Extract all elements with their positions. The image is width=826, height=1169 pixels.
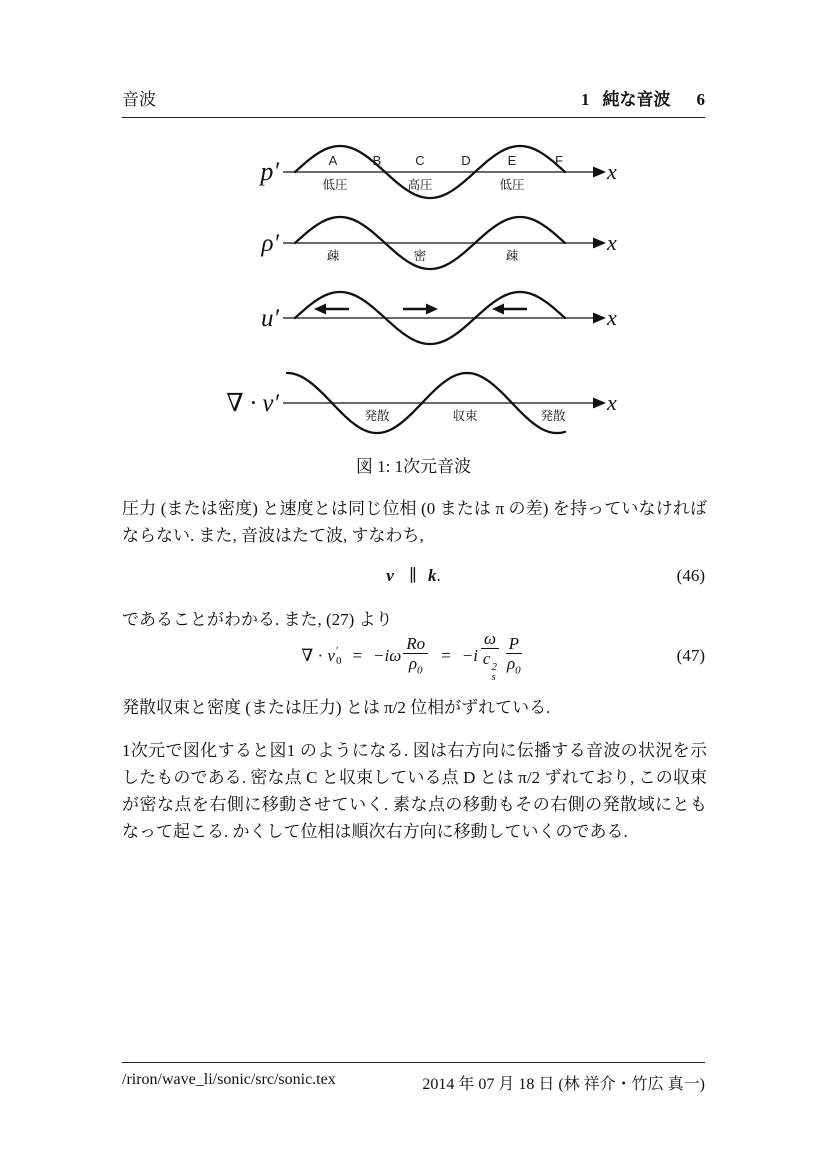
eq46-period: . xyxy=(436,566,441,585)
frac1-denominator xyxy=(406,654,426,677)
parallel-symbol: ∥ xyxy=(409,566,417,585)
region-label: 疎 xyxy=(505,249,519,263)
paragraph-propagation: 1次元で図化すると図1 のようになる. 図は右方向に伝播する音波の状況を示したものである. 密な点 C と収束している点 D とは π/2 ずれており, この収束が密な点を右側に移動させていく. 素な点の移動もその右側の発散域にともなって起こる. かくして位相は順次右方向に移動していくのである. xyxy=(122,741,707,841)
eq47-coef2: −i xyxy=(461,646,478,665)
footer-file-path: /riron/wave_li/sonic/src/sonic.tex xyxy=(122,1071,336,1088)
row-label-3: u′ xyxy=(261,305,279,332)
c-sub-s: s xyxy=(491,671,496,684)
region-label: 密 xyxy=(413,249,427,263)
x-axis-arrowhead-row2 xyxy=(593,238,606,249)
x-axis-arrowhead-row1 xyxy=(593,167,606,178)
paragraph-phase-condition: 圧力 (または密度) と速度とは同じ位相 (0 または π の差) を持っていなければならない. また, 音波はたて波, すなわち, xyxy=(122,499,707,545)
frac2-denominator xyxy=(480,649,500,682)
point-label-D: D xyxy=(461,153,471,168)
region-label: 高圧 xyxy=(407,178,433,192)
c: c xyxy=(482,649,491,669)
point-label-B: B xyxy=(372,153,382,168)
point-label-E: E xyxy=(507,153,517,168)
header-doc-title: 音波 xyxy=(122,90,156,109)
x-axis-label-row4: x xyxy=(607,390,617,415)
region-label: 発散 xyxy=(364,409,390,423)
frac2-numerator: ω xyxy=(481,630,499,650)
left-arrow-head xyxy=(314,304,326,315)
region-label: 疎 xyxy=(326,249,340,263)
rho-sub-0: 0 xyxy=(417,664,423,677)
header-section-title: 純な音波 xyxy=(602,90,671,109)
row-label-1: p′ xyxy=(260,157,279,186)
point-label-F: F xyxy=(555,153,563,168)
row-label-4: ∇ · v′ xyxy=(226,390,279,417)
rho: ρ xyxy=(408,654,418,674)
point-label-A: A xyxy=(328,153,338,168)
figure-1-wave-diagram xyxy=(195,132,635,444)
x-axis-label-row3: x xyxy=(607,305,617,330)
eq47-number: (47) xyxy=(676,646,705,665)
figure-caption: 図 1: 1次元音波 xyxy=(355,457,472,476)
paragraph-phase-shift: 発散収束と密度 (または圧力) とは π/2 位相がずれている. xyxy=(122,698,551,717)
frac1-numerator: Ro xyxy=(403,635,428,655)
equals-sign-2: = xyxy=(441,646,451,665)
rho2-sub-0: 0 xyxy=(515,664,521,677)
eq46-number: (46) xyxy=(676,566,705,585)
c-sup-2: 2 xyxy=(491,661,497,674)
x-axis-label-row2: x xyxy=(607,230,617,255)
eq47-coef1: −iω xyxy=(373,646,402,665)
page-header xyxy=(122,85,705,118)
eq46-v: v xyxy=(386,566,394,585)
nabla-dot: ∇ · xyxy=(301,646,324,665)
page-footer xyxy=(122,1062,705,1094)
x-axis-label-row1: x xyxy=(607,159,617,184)
eq47-v: v xyxy=(327,646,335,665)
header-section-number: 1 xyxy=(581,90,590,109)
right-arrow-head xyxy=(426,304,438,315)
left-arrow-head xyxy=(492,304,504,315)
row-label-2: ρ′ xyxy=(261,230,279,257)
eq46-k: k xyxy=(427,566,437,585)
eq47-v-prime: ′ xyxy=(335,645,339,657)
fraction-Ro-rho0 xyxy=(403,635,428,678)
x-axis-arrowhead-row3 xyxy=(593,313,606,324)
equation-47 xyxy=(122,628,705,684)
header-section xyxy=(581,85,705,110)
fraction-omega-cs2 xyxy=(480,630,500,683)
region-label: 発散 xyxy=(540,409,566,423)
cs2-supsub xyxy=(491,662,497,682)
region-label: 収束 xyxy=(452,409,478,423)
frac3-numerator: P xyxy=(506,635,522,655)
region-label: 低圧 xyxy=(322,178,348,192)
header-page-number: 6 xyxy=(696,90,705,109)
paragraph-follows: であることがわかる. また, (27) より xyxy=(122,610,393,629)
equals-sign-1: = xyxy=(352,646,363,665)
rho2: ρ xyxy=(506,654,516,674)
eq47-v-subscript: 0 xyxy=(335,655,342,667)
frac3-denominator xyxy=(504,654,524,677)
footer-date-authors: 2014 年 07 月 18 日 (林 祥介・竹広 真一) xyxy=(422,1076,705,1093)
eq47-v-prime-sub xyxy=(336,646,342,666)
point-label-C: C xyxy=(415,153,425,168)
x-axis-arrowhead-row4 xyxy=(593,398,606,409)
region-label: 低圧 xyxy=(499,178,525,192)
fraction-P-rho0 xyxy=(504,635,524,678)
equation-46 xyxy=(122,566,705,586)
